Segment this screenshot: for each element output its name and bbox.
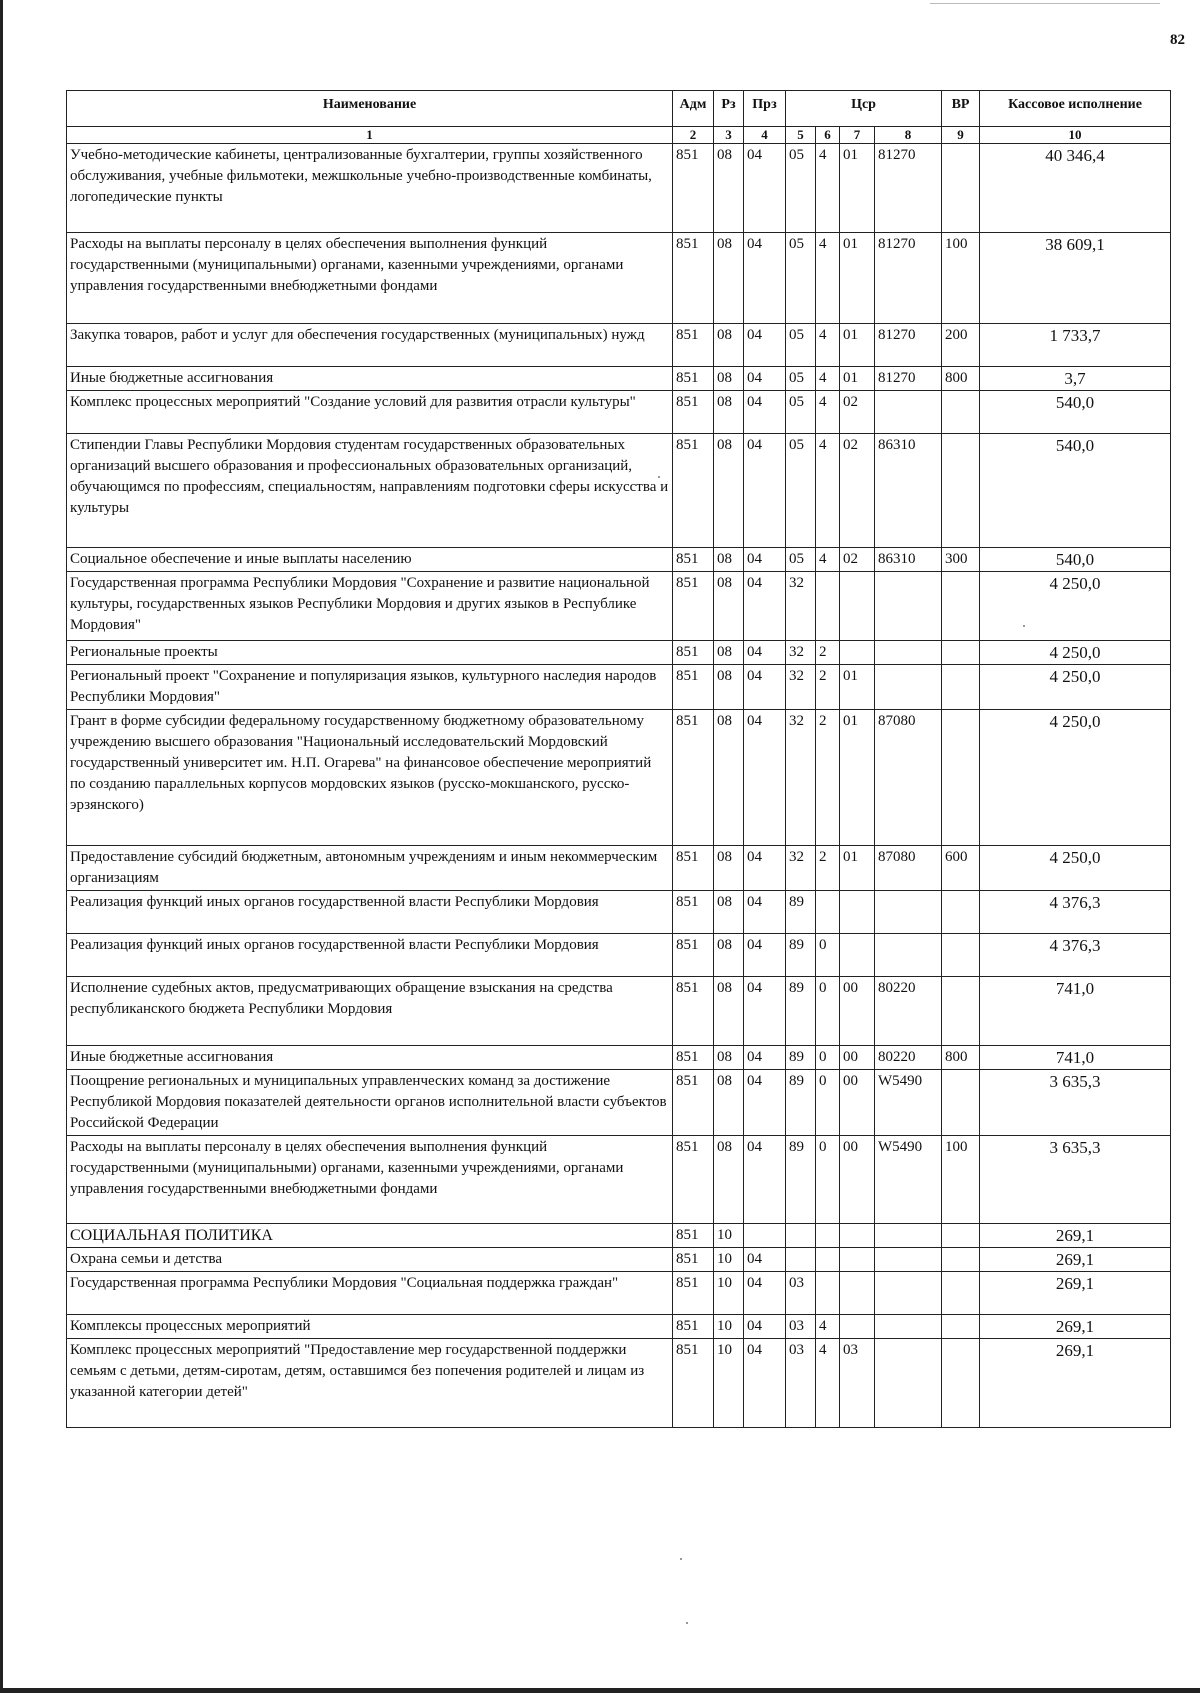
row-name: Закупка товаров, работ и услуг для обеспечения государственных (муниципальных) нужд [67,324,673,367]
row-csr-program: 05 [786,233,816,324]
row-rz: 08 [714,233,744,324]
row-csr-type: 0 [816,1070,840,1136]
row-csr-direction [875,391,942,434]
table-row [67,233,1171,324]
row-csr-direction: 80220 [875,1046,942,1070]
row-csr-event: 02 [840,434,875,548]
row-csr-program: 89 [786,1046,816,1070]
table-row [67,391,1171,434]
row-adm: 851 [673,665,714,710]
row-csr-program: 05 [786,324,816,367]
table-row [67,665,1171,710]
row-csr-direction: 87080 [875,710,942,846]
row-name: Комплекс процессных мероприятий "Предоставление мер государственной поддержки семьям с детьми, детям-сиротам, детям, оставшимся без попечения родителей и лицам из указанной категории детей" [67,1339,673,1428]
row-csr-event: 02 [840,548,875,572]
row-csr-type: 4 [816,1315,840,1339]
row-rz: 08 [714,324,744,367]
row-prz: 04 [744,1070,786,1136]
column-number: 2 [673,127,714,144]
row-csr-event: 01 [840,367,875,391]
row-csr-event [840,1224,875,1248]
row-vr [942,1224,980,1248]
row-csr-direction: 81270 [875,233,942,324]
row-adm: 851 [673,641,714,665]
row-amount: 269,1 [980,1315,1171,1339]
row-csr-direction: 81270 [875,324,942,367]
row-csr-program: 05 [786,548,816,572]
row-csr-event: 03 [840,1339,875,1428]
table-row [67,1272,1171,1315]
page-number: 82 [1170,32,1185,48]
table-row [67,548,1171,572]
row-csr-direction [875,934,942,977]
row-adm: 851 [673,1248,714,1272]
row-csr-direction: 86310 [875,434,942,548]
row-csr-type: 4 [816,324,840,367]
table-row [67,1224,1171,1248]
row-prz: 04 [744,1339,786,1428]
row-amount: 269,1 [980,1339,1171,1428]
row-vr: 800 [942,367,980,391]
row-csr-type: 4 [816,548,840,572]
row-csr-program: 89 [786,977,816,1046]
row-csr-direction [875,641,942,665]
table-row [67,572,1171,641]
table-row [67,1070,1171,1136]
column-number: 9 [942,127,980,144]
row-amount: 269,1 [980,1224,1171,1248]
row-csr-type: 0 [816,1136,840,1224]
table-row [67,1339,1171,1428]
row-prz: 04 [744,144,786,233]
row-amount: 540,0 [980,391,1171,434]
row-amount: 3 635,3 [980,1136,1171,1224]
row-csr-type: 4 [816,391,840,434]
row-csr-program: 89 [786,891,816,934]
row-rz: 08 [714,891,744,934]
row-csr-type [816,1272,840,1315]
row-csr-event [840,1248,875,1272]
row-csr-type [816,1248,840,1272]
row-csr-program: 03 [786,1339,816,1428]
row-vr [942,1248,980,1272]
table-row [67,977,1171,1046]
table-row [67,1315,1171,1339]
row-prz: 04 [744,367,786,391]
row-csr-type [816,1224,840,1248]
row-amount: 4 250,0 [980,710,1171,846]
row-csr-event: 01 [840,144,875,233]
row-csr-type: 0 [816,934,840,977]
row-name: Расходы на выплаты персоналу в целях обеспечения выполнения функций государственными (муниципальными) органами, казенными учреждениями, органами управления государственными внебюджетными фондами [67,233,673,324]
row-name: Региональный проект "Сохранение и популяризация языков, культурного наследия народов Республики Мордовия" [67,665,673,710]
row-rz: 08 [714,1136,744,1224]
row-name: Учебно-методические кабинеты, централизованные бухгалтерии, группы хозяйственного обслуживания, учебные фильмотеки, межшкольные учебно-производственные комбинаты, логопедические пункты [67,144,673,233]
row-vr: 600 [942,846,980,891]
row-amount: 269,1 [980,1248,1171,1272]
table-row [67,1248,1171,1272]
row-csr-event: 01 [840,665,875,710]
row-name: Реализация функций иных органов государственной власти Республики Мордовия [67,934,673,977]
row-csr-event: 01 [840,846,875,891]
row-csr-event: 02 [840,391,875,434]
row-amount: 4 250,0 [980,572,1171,641]
row-name: Комплекс процессных мероприятий "Создание условий для развития отрасли культуры" [67,391,673,434]
row-prz: 04 [744,977,786,1046]
table-row [67,1136,1171,1224]
scan-speck [658,476,660,478]
row-csr-direction: 80220 [875,977,942,1046]
row-prz: 04 [744,710,786,846]
row-rz: 08 [714,1070,744,1136]
row-name: Исполнение судебных актов, предусматривающих обращение взыскания на средства республиканского бюджета Республики Мордовия [67,977,673,1046]
row-rz: 08 [714,367,744,391]
row-csr-program: 05 [786,144,816,233]
row-rz: 08 [714,846,744,891]
row-name: Социальное обеспечение и иные выплаты населению [67,548,673,572]
row-amount: 1 733,7 [980,324,1171,367]
table-row [67,434,1171,548]
row-adm: 851 [673,977,714,1046]
row-csr-event [840,572,875,641]
table-row [67,891,1171,934]
row-name: Иные бюджетные ассигнования [67,1046,673,1070]
row-csr-direction: 86310 [875,548,942,572]
table-row [67,641,1171,665]
row-amount: 40 346,4 [980,144,1171,233]
row-amount: 540,0 [980,434,1171,548]
column-number: 5 [786,127,816,144]
row-vr [942,1070,980,1136]
column-number: 6 [816,127,840,144]
row-csr-direction [875,1339,942,1428]
row-rz: 08 [714,977,744,1046]
row-adm: 851 [673,391,714,434]
header-name: Наименование [67,91,673,127]
row-name: Грант в форме субсидии федеральному государственному бюджетному образовательному учреждению высшего образования "Национальный исследовательский Мордовский государственный университет им. Н.П. Огарева" на финансовое обеспечение мероприятий по созданию параллельных корпусов мордовских языков (русско-мокшанского, русско-эрзянского) [67,710,673,846]
row-adm: 851 [673,572,714,641]
row-adm: 851 [673,1046,714,1070]
row-vr: 200 [942,324,980,367]
row-amount: 3,7 [980,367,1171,391]
column-number: 10 [980,127,1171,144]
row-vr [942,1272,980,1315]
header-prz: Прз [744,91,786,127]
row-rz: 08 [714,434,744,548]
row-name: Государственная программа Республики Мордовия "Социальная поддержка граждан" [67,1272,673,1315]
row-csr-event: 00 [840,1136,875,1224]
row-adm: 851 [673,1339,714,1428]
row-amount: 540,0 [980,548,1171,572]
row-rz: 10 [714,1272,744,1315]
row-prz: 04 [744,891,786,934]
budget-execution-table [66,90,1171,1428]
row-prz: 04 [744,1046,786,1070]
row-csr-program: 89 [786,934,816,977]
row-csr-program [786,1224,816,1248]
row-adm: 851 [673,710,714,846]
row-csr-event [840,891,875,934]
row-csr-event [840,1315,875,1339]
row-csr-direction: W5490 [875,1136,942,1224]
row-prz: 04 [744,391,786,434]
row-name: Стипендии Главы Республики Мордовия студентам государственных образовательных организаций высшего образования и профессиональных образовательных организаций, обучающимся по профессиям, специальностям, направлениям подготовки сферы искусства и культуры [67,434,673,548]
scan-speck [1023,625,1025,627]
row-csr-event [840,934,875,977]
row-csr-type: 0 [816,1046,840,1070]
row-csr-program: 05 [786,391,816,434]
row-csr-event: 00 [840,1046,875,1070]
row-csr-direction [875,1248,942,1272]
row-csr-type: 2 [816,846,840,891]
row-name: Охрана семьи и детства [67,1248,673,1272]
row-adm: 851 [673,324,714,367]
row-name: Региональные проекты [67,641,673,665]
row-csr-event: 01 [840,233,875,324]
row-name: Расходы на выплаты персоналу в целях обеспечения выполнения функций государственными (муниципальными) органами, казенными учреждениями, органами управления государственными внебюджетными фондами [67,1136,673,1224]
row-adm: 851 [673,233,714,324]
table-row [67,934,1171,977]
header-amount: Кассовое исполнение [980,91,1171,127]
row-vr [942,572,980,641]
row-prz: 04 [744,934,786,977]
table-row [67,710,1171,846]
column-number: 8 [875,127,942,144]
row-csr-type: 0 [816,977,840,1046]
row-csr-program [786,1248,816,1272]
row-csr-program: 89 [786,1070,816,1136]
row-csr-event [840,641,875,665]
row-csr-type: 4 [816,144,840,233]
row-amount: 4 250,0 [980,846,1171,891]
column-number: 7 [840,127,875,144]
row-vr [942,641,980,665]
row-csr-program: 32 [786,572,816,641]
row-csr-direction: W5490 [875,1070,942,1136]
header-adm: Адм [673,91,714,127]
row-csr-program: 89 [786,1136,816,1224]
row-prz: 04 [744,434,786,548]
row-csr-program: 32 [786,710,816,846]
row-csr-direction: 81270 [875,144,942,233]
table-row [67,1046,1171,1070]
row-csr-program: 32 [786,665,816,710]
row-prz: 04 [744,233,786,324]
row-amount: 741,0 [980,1046,1171,1070]
row-prz: 04 [744,572,786,641]
row-prz: 04 [744,665,786,710]
row-prz: 04 [744,324,786,367]
row-csr-direction [875,665,942,710]
scan-top-edge [930,3,1160,4]
row-csr-event: 01 [840,710,875,846]
table-row [67,324,1171,367]
row-name: Реализация функций иных органов государственной власти Республики Мордовия [67,891,673,934]
row-csr-type: 4 [816,1339,840,1428]
row-csr-event: 00 [840,977,875,1046]
row-adm: 851 [673,144,714,233]
table-row [67,846,1171,891]
row-csr-program: 03 [786,1315,816,1339]
row-csr-type: 2 [816,710,840,846]
row-vr: 100 [942,1136,980,1224]
row-name: Комплексы процессных мероприятий [67,1315,673,1339]
row-adm: 851 [673,1315,714,1339]
row-prz: 04 [744,1136,786,1224]
row-rz: 08 [714,548,744,572]
row-prz: 04 [744,548,786,572]
row-rz: 08 [714,572,744,641]
column-number: 1 [67,127,673,144]
row-csr-type [816,572,840,641]
row-prz: 04 [744,846,786,891]
scan-speck [680,1558,682,1560]
row-adm: 851 [673,1272,714,1315]
row-csr-direction: 81270 [875,367,942,391]
column-number: 3 [714,127,744,144]
row-vr [942,977,980,1046]
row-adm: 851 [673,434,714,548]
table-header [67,91,1171,144]
row-name: СОЦИАЛЬНАЯ ПОЛИТИКА [67,1224,673,1248]
row-csr-direction [875,1315,942,1339]
row-adm: 851 [673,1136,714,1224]
row-name: Предоставление субсидий бюджетным, автономным учреждениям и иным некоммерческим организациям [67,846,673,891]
row-name: Государственная программа Республики Мордовия "Сохранение и развитие национальной культуры, государственных языков Республики Мордовия и других языков в Республике Мордовия" [67,572,673,641]
row-csr-direction [875,891,942,934]
row-adm: 851 [673,1070,714,1136]
scan-speck [686,1622,688,1624]
row-vr [942,710,980,846]
row-vr: 800 [942,1046,980,1070]
row-rz: 08 [714,934,744,977]
row-rz: 08 [714,1046,744,1070]
row-csr-type: 2 [816,665,840,710]
row-csr-program: 03 [786,1272,816,1315]
row-adm: 851 [673,1224,714,1248]
header-vr: ВР [942,91,980,127]
row-csr-event: 00 [840,1070,875,1136]
row-adm: 851 [673,548,714,572]
row-csr-event [840,1272,875,1315]
row-prz: 04 [744,1248,786,1272]
row-vr [942,434,980,548]
row-vr [942,1315,980,1339]
row-rz: 08 [714,710,744,846]
column-number: 4 [744,127,786,144]
row-amount: 4 250,0 [980,665,1171,710]
column-number-row [67,127,1171,144]
row-adm: 851 [673,934,714,977]
row-name: Поощрение региональных и муниципальных управленческих команд за достижение Республикой Мордовия показателей деятельности органов исполнительной власти субъектов Российской Федерации [67,1070,673,1136]
row-vr [942,891,980,934]
row-rz: 10 [714,1315,744,1339]
row-rz: 10 [714,1224,744,1248]
table-body [67,144,1171,1428]
row-name: Иные бюджетные ассигнования [67,367,673,391]
row-csr-direction [875,1272,942,1315]
row-csr-type: 4 [816,233,840,324]
row-vr: 300 [942,548,980,572]
row-rz: 08 [714,641,744,665]
row-csr-program: 32 [786,641,816,665]
row-vr [942,1339,980,1428]
row-amount: 4 376,3 [980,891,1171,934]
row-csr-direction: 87080 [875,846,942,891]
row-amount: 4 250,0 [980,641,1171,665]
scan-left-edge [0,0,3,1693]
header-rz: Рз [714,91,744,127]
row-csr-program: 32 [786,846,816,891]
row-rz: 08 [714,144,744,233]
row-csr-program: 05 [786,434,816,548]
row-vr: 100 [942,233,980,324]
row-vr [942,665,980,710]
row-amount: 269,1 [980,1272,1171,1315]
row-csr-event: 01 [840,324,875,367]
row-amount: 3 635,3 [980,1070,1171,1136]
row-rz: 10 [714,1339,744,1428]
table-row [67,144,1171,233]
row-amount: 4 376,3 [980,934,1171,977]
row-csr-direction [875,572,942,641]
row-vr [942,144,980,233]
row-adm: 851 [673,367,714,391]
row-csr-type: 4 [816,434,840,548]
row-rz: 10 [714,1248,744,1272]
row-rz: 08 [714,391,744,434]
scan-bottom-edge [0,1688,1200,1693]
row-vr [942,391,980,434]
row-prz: 04 [744,1272,786,1315]
row-csr-type: 2 [816,641,840,665]
row-prz [744,1224,786,1248]
row-prz: 04 [744,641,786,665]
row-prz: 04 [744,1315,786,1339]
row-amount: 741,0 [980,977,1171,1046]
table-row [67,367,1171,391]
row-csr-type: 4 [816,367,840,391]
row-amount: 38 609,1 [980,233,1171,324]
row-csr-type [816,891,840,934]
row-csr-program: 05 [786,367,816,391]
row-adm: 851 [673,891,714,934]
row-csr-direction [875,1224,942,1248]
row-rz: 08 [714,665,744,710]
row-vr [942,934,980,977]
header-csr: Цср [786,91,942,127]
row-adm: 851 [673,846,714,891]
